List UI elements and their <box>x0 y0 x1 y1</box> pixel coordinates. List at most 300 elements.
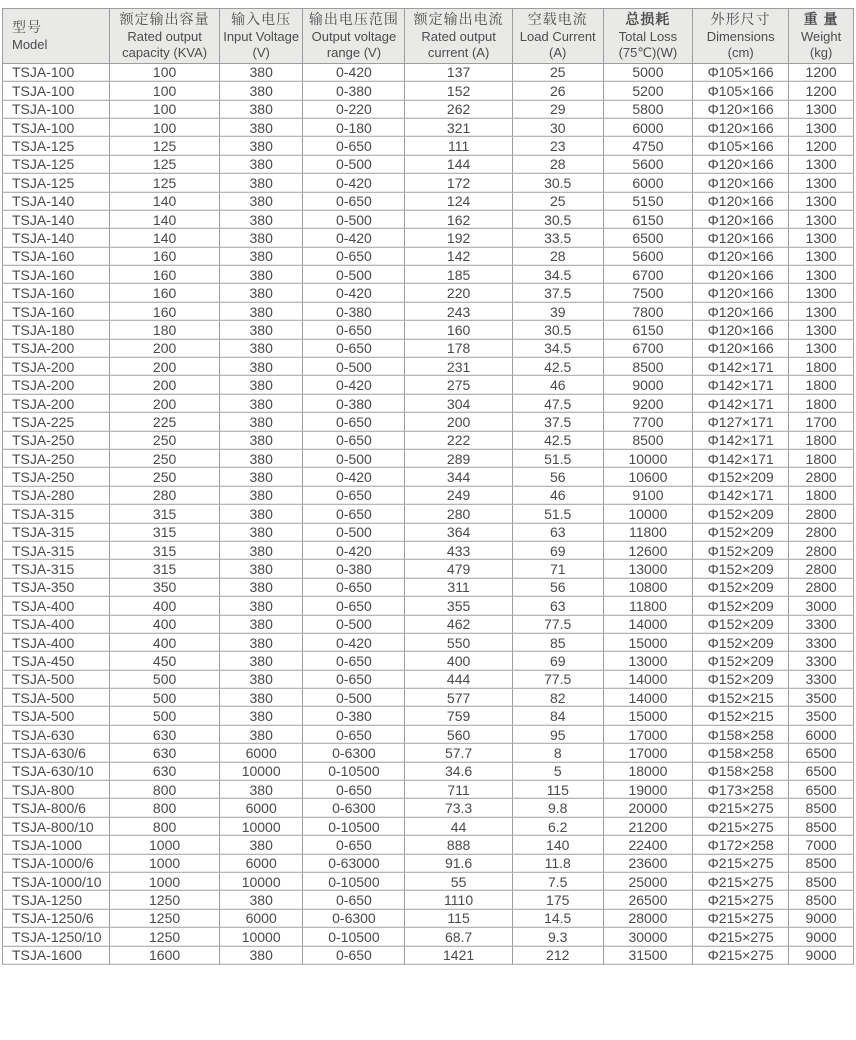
cell-output-voltage-range: 0-420 <box>303 174 405 192</box>
cell-input-voltage: 6000 <box>219 854 302 872</box>
table-row <box>3 872 854 890</box>
cell-input-voltage: 380 <box>219 155 302 173</box>
cell-weight: 1800 <box>789 450 854 468</box>
cell-weight: 3300 <box>789 670 854 688</box>
cell-output-voltage-range: 0-420 <box>303 284 405 302</box>
cell-rated-output-capacity: 800 <box>110 781 220 799</box>
cell-total-loss: 26500 <box>603 891 692 909</box>
cell-model: TSJA-400 <box>3 615 110 633</box>
cell-weight: 3300 <box>789 652 854 670</box>
cell-rated-output-capacity: 1250 <box>110 909 220 927</box>
cell-input-voltage: 10000 <box>219 762 302 780</box>
table-row <box>3 321 854 339</box>
cell-weight: 6500 <box>789 744 854 762</box>
cell-output-voltage-range: 0-500 <box>303 266 405 284</box>
cell-weight: 1300 <box>789 339 854 357</box>
cell-input-voltage: 380 <box>219 615 302 633</box>
column-header-zh: 额定输出容量 <box>119 11 210 27</box>
cell-dimensions: Φ142×171 <box>693 358 789 376</box>
cell-output-voltage-range: 0-500 <box>303 450 405 468</box>
cell-input-voltage: 380 <box>219 82 302 100</box>
cell-rated-output-current: 355 <box>405 597 512 615</box>
table-row <box>3 192 854 210</box>
cell-model: TSJA-280 <box>3 486 110 504</box>
cell-load-current: 25 <box>512 63 603 81</box>
cell-total-loss: 21200 <box>603 817 692 835</box>
cell-total-loss: 6700 <box>603 266 692 284</box>
cell-load-current: 30.5 <box>512 321 603 339</box>
table-row <box>3 891 854 909</box>
cell-rated-output-current: 280 <box>405 505 512 523</box>
table-row <box>3 229 854 247</box>
cell-output-voltage-range: 0-650 <box>303 725 405 743</box>
column-header-zh: 总损耗 <box>625 11 671 27</box>
table-row <box>3 523 854 541</box>
table-row <box>3 744 854 762</box>
cell-load-current: 51.5 <box>512 450 603 468</box>
table-row <box>3 633 854 651</box>
cell-total-loss: 8500 <box>603 358 692 376</box>
table-row <box>3 266 854 284</box>
cell-dimensions: Φ152×209 <box>693 523 789 541</box>
cell-model: TSJA-100 <box>3 82 110 100</box>
table-row <box>3 450 854 468</box>
cell-model: TSJA-140 <box>3 192 110 210</box>
cell-rated-output-capacity: 1600 <box>110 946 220 964</box>
cell-rated-output-capacity: 800 <box>110 817 220 835</box>
cell-weight: 1300 <box>789 100 854 118</box>
cell-output-voltage-range: 0-420 <box>303 541 405 559</box>
cell-rated-output-current: 200 <box>405 413 512 431</box>
table-row <box>3 100 854 118</box>
cell-rated-output-capacity: 180 <box>110 321 220 339</box>
cell-output-voltage-range: 0-500 <box>303 615 405 633</box>
cell-total-loss: 7700 <box>603 413 692 431</box>
cell-load-current: 37.5 <box>512 413 603 431</box>
cell-rated-output-capacity: 500 <box>110 670 220 688</box>
table-row <box>3 781 854 799</box>
table-row <box>3 854 854 872</box>
cell-load-current: 175 <box>512 891 603 909</box>
table-row <box>3 725 854 743</box>
cell-load-current: 63 <box>512 597 603 615</box>
cell-input-voltage: 380 <box>219 486 302 504</box>
cell-rated-output-capacity: 500 <box>110 689 220 707</box>
column-header-en: Dimensions (cm) <box>706 29 775 60</box>
cell-model: TSJA-630 <box>3 725 110 743</box>
cell-rated-output-current: 289 <box>405 450 512 468</box>
cell-rated-output-capacity: 1000 <box>110 836 220 854</box>
cell-model: TSJA-140 <box>3 210 110 228</box>
cell-load-current: 30.5 <box>512 174 603 192</box>
cell-input-voltage: 380 <box>219 836 302 854</box>
cell-weight: 8500 <box>789 872 854 890</box>
cell-rated-output-current: 185 <box>405 266 512 284</box>
column-header-zh: 输出电压范围 <box>308 11 399 27</box>
cell-dimensions: Φ152×209 <box>693 560 789 578</box>
cell-load-current: 37.5 <box>512 284 603 302</box>
cell-model: TSJA-450 <box>3 652 110 670</box>
table-row <box>3 707 854 725</box>
cell-rated-output-current: 192 <box>405 229 512 247</box>
table-row <box>3 946 854 964</box>
cell-output-voltage-range: 0-650 <box>303 431 405 449</box>
cell-weight: 2800 <box>789 523 854 541</box>
cell-model: TSJA-160 <box>3 302 110 320</box>
cell-weight: 3300 <box>789 615 854 633</box>
cell-load-current: 63 <box>512 523 603 541</box>
cell-rated-output-current: 111 <box>405 137 512 155</box>
cell-model: TSJA-200 <box>3 339 110 357</box>
cell-weight: 1300 <box>789 229 854 247</box>
cell-model: TSJA-200 <box>3 394 110 412</box>
cell-load-current: 26 <box>512 82 603 100</box>
cell-load-current: 47.5 <box>512 394 603 412</box>
table-row <box>3 82 854 100</box>
cell-total-loss: 30000 <box>603 928 692 946</box>
cell-rated-output-capacity: 160 <box>110 266 220 284</box>
cell-dimensions: Φ152×215 <box>693 707 789 725</box>
table-row <box>3 394 854 412</box>
cell-input-voltage: 380 <box>219 413 302 431</box>
cell-rated-output-current: 160 <box>405 321 512 339</box>
cell-dimensions: Φ152×209 <box>693 578 789 596</box>
cell-load-current: 8 <box>512 744 603 762</box>
cell-total-loss: 14000 <box>603 615 692 633</box>
table-row <box>3 63 854 81</box>
cell-model: TSJA-630/6 <box>3 744 110 762</box>
cell-load-current: 29 <box>512 100 603 118</box>
cell-model: TSJA-225 <box>3 413 110 431</box>
cell-rated-output-capacity: 500 <box>110 707 220 725</box>
cell-input-voltage: 380 <box>219 174 302 192</box>
cell-total-loss: 8500 <box>603 431 692 449</box>
cell-total-loss: 11800 <box>603 523 692 541</box>
column-header-zh: 输入电压 <box>231 11 292 27</box>
cell-input-voltage: 380 <box>219 946 302 964</box>
cell-weight: 1200 <box>789 137 854 155</box>
cell-total-loss: 13000 <box>603 652 692 670</box>
cell-input-voltage: 6000 <box>219 799 302 817</box>
cell-model: TSJA-1250 <box>3 891 110 909</box>
cell-total-loss: 6150 <box>603 210 692 228</box>
table-row <box>3 817 854 835</box>
cell-rated-output-current: 44 <box>405 817 512 835</box>
cell-total-loss: 5800 <box>603 100 692 118</box>
cell-total-loss: 15000 <box>603 707 692 725</box>
cell-weight: 1800 <box>789 431 854 449</box>
cell-rated-output-current: 550 <box>405 633 512 651</box>
cell-rated-output-current: 577 <box>405 689 512 707</box>
cell-rated-output-capacity: 315 <box>110 505 220 523</box>
cell-model: TSJA-125 <box>3 174 110 192</box>
cell-load-current: 212 <box>512 946 603 964</box>
cell-dimensions: Φ120×166 <box>693 229 789 247</box>
cell-model: TSJA-400 <box>3 597 110 615</box>
cell-input-voltage: 380 <box>219 339 302 357</box>
cell-total-loss: 31500 <box>603 946 692 964</box>
cell-output-voltage-range: 0-380 <box>303 394 405 412</box>
cell-rated-output-current: 344 <box>405 468 512 486</box>
cell-dimensions: Φ158×258 <box>693 744 789 762</box>
column-header-zh: 型号 <box>12 18 42 35</box>
cell-dimensions: Φ158×258 <box>693 725 789 743</box>
cell-load-current: 39 <box>512 302 603 320</box>
cell-rated-output-current: 560 <box>405 725 512 743</box>
cell-input-voltage: 380 <box>219 137 302 155</box>
table-row <box>3 339 854 357</box>
cell-rated-output-capacity: 630 <box>110 762 220 780</box>
table-row <box>3 836 854 854</box>
cell-output-voltage-range: 0-650 <box>303 247 405 265</box>
column-header-en: Input Voltage (V) <box>223 29 300 60</box>
cell-rated-output-capacity: 100 <box>110 63 220 81</box>
cell-weight: 1800 <box>789 376 854 394</box>
cell-total-loss: 17000 <box>603 744 692 762</box>
cell-load-current: 46 <box>512 376 603 394</box>
cell-dimensions: Φ120×166 <box>693 174 789 192</box>
cell-total-loss: 4750 <box>603 137 692 155</box>
cell-dimensions: Φ215×275 <box>693 909 789 927</box>
cell-rated-output-current: 172 <box>405 174 512 192</box>
cell-output-voltage-range: 0-650 <box>303 192 405 210</box>
cell-load-current: 33.5 <box>512 229 603 247</box>
cell-rated-output-current: 222 <box>405 431 512 449</box>
cell-input-voltage: 380 <box>219 468 302 486</box>
cell-model: TSJA-315 <box>3 541 110 559</box>
cell-rated-output-capacity: 140 <box>110 229 220 247</box>
cell-total-loss: 15000 <box>603 633 692 651</box>
cell-output-voltage-range: 0-380 <box>303 560 405 578</box>
cell-input-voltage: 380 <box>219 229 302 247</box>
cell-load-current: 56 <box>512 578 603 596</box>
table-row <box>3 118 854 136</box>
cell-dimensions: Φ215×275 <box>693 799 789 817</box>
cell-rated-output-capacity: 450 <box>110 652 220 670</box>
table-row <box>3 174 854 192</box>
table-row <box>3 597 854 615</box>
cell-load-current: 7.5 <box>512 872 603 890</box>
table-row <box>3 431 854 449</box>
column-header-output-voltage-range <box>303 9 405 64</box>
cell-output-voltage-range: 0-500 <box>303 155 405 173</box>
cell-input-voltage: 380 <box>219 118 302 136</box>
cell-rated-output-current: 462 <box>405 615 512 633</box>
cell-input-voltage: 380 <box>219 725 302 743</box>
cell-dimensions: Φ152×215 <box>693 689 789 707</box>
cell-dimensions: Φ120×166 <box>693 266 789 284</box>
column-header-en: Weight (kg) <box>801 29 842 60</box>
cell-total-loss: 5600 <box>603 247 692 265</box>
cell-weight: 1300 <box>789 284 854 302</box>
cell-input-voltage: 10000 <box>219 817 302 835</box>
cell-weight: 2800 <box>789 505 854 523</box>
cell-output-voltage-range: 0-650 <box>303 339 405 357</box>
table-row <box>3 137 854 155</box>
cell-rated-output-capacity: 125 <box>110 155 220 173</box>
cell-input-voltage: 380 <box>219 210 302 228</box>
cell-output-voltage-range: 0-650 <box>303 578 405 596</box>
cell-total-loss: 12600 <box>603 541 692 559</box>
cell-output-voltage-range: 0-6300 <box>303 909 405 927</box>
cell-rated-output-capacity: 100 <box>110 100 220 118</box>
cell-rated-output-capacity: 1000 <box>110 854 220 872</box>
cell-rated-output-current: 479 <box>405 560 512 578</box>
header-row <box>3 9 854 64</box>
cell-model: TSJA-500 <box>3 707 110 725</box>
cell-dimensions: Φ120×166 <box>693 247 789 265</box>
cell-total-loss: 17000 <box>603 725 692 743</box>
cell-load-current: 46 <box>512 486 603 504</box>
cell-weight: 1300 <box>789 118 854 136</box>
cell-dimensions: Φ120×166 <box>693 155 789 173</box>
cell-model: TSJA-200 <box>3 358 110 376</box>
cell-rated-output-capacity: 250 <box>110 431 220 449</box>
table-row <box>3 762 854 780</box>
column-header-rated-output-current <box>405 9 512 64</box>
cell-rated-output-current: 137 <box>405 63 512 81</box>
cell-rated-output-capacity: 250 <box>110 450 220 468</box>
cell-rated-output-capacity: 400 <box>110 615 220 633</box>
cell-model: TSJA-140 <box>3 229 110 247</box>
cell-total-loss: 19000 <box>603 781 692 799</box>
cell-rated-output-current: 152 <box>405 82 512 100</box>
cell-rated-output-capacity: 315 <box>110 523 220 541</box>
cell-weight: 1300 <box>789 266 854 284</box>
cell-weight: 8500 <box>789 799 854 817</box>
cell-total-loss: 5000 <box>603 63 692 81</box>
cell-weight: 8500 <box>789 891 854 909</box>
cell-total-loss: 6500 <box>603 229 692 247</box>
cell-weight: 3500 <box>789 707 854 725</box>
cell-model: TSJA-1250/6 <box>3 909 110 927</box>
cell-model: TSJA-500 <box>3 689 110 707</box>
cell-rated-output-current: 162 <box>405 210 512 228</box>
cell-model: TSJA-315 <box>3 523 110 541</box>
cell-dimensions: Φ120×166 <box>693 339 789 357</box>
cell-dimensions: Φ215×275 <box>693 928 789 946</box>
table-row <box>3 302 854 320</box>
cell-dimensions: Φ152×209 <box>693 615 789 633</box>
column-header-total-loss <box>603 9 692 64</box>
table-row <box>3 689 854 707</box>
cell-total-loss: 6000 <box>603 174 692 192</box>
cell-dimensions: Φ120×166 <box>693 100 789 118</box>
cell-total-loss: 11800 <box>603 597 692 615</box>
cell-rated-output-capacity: 1000 <box>110 872 220 890</box>
cell-rated-output-current: 115 <box>405 909 512 927</box>
cell-output-voltage-range: 0-500 <box>303 523 405 541</box>
cell-load-current: 115 <box>512 781 603 799</box>
cell-output-voltage-range: 0-650 <box>303 137 405 155</box>
cell-load-current: 9.8 <box>512 799 603 817</box>
cell-dimensions: Φ142×171 <box>693 376 789 394</box>
cell-total-loss: 6700 <box>603 339 692 357</box>
table-row <box>3 615 854 633</box>
cell-output-voltage-range: 0-650 <box>303 891 405 909</box>
cell-rated-output-capacity: 630 <box>110 744 220 762</box>
cell-rated-output-capacity: 200 <box>110 376 220 394</box>
cell-dimensions: Φ215×275 <box>693 872 789 890</box>
cell-dimensions: Φ142×171 <box>693 394 789 412</box>
cell-dimensions: Φ142×171 <box>693 431 789 449</box>
cell-load-current: 30 <box>512 118 603 136</box>
cell-input-voltage: 380 <box>219 100 302 118</box>
cell-load-current: 140 <box>512 836 603 854</box>
table-row <box>3 284 854 302</box>
cell-output-voltage-range: 0-420 <box>303 229 405 247</box>
cell-rated-output-current: 231 <box>405 358 512 376</box>
cell-model: TSJA-250 <box>3 450 110 468</box>
table-row <box>3 928 854 946</box>
cell-rated-output-current: 888 <box>405 836 512 854</box>
cell-rated-output-capacity: 630 <box>110 725 220 743</box>
cell-total-loss: 22400 <box>603 836 692 854</box>
cell-total-loss: 5150 <box>603 192 692 210</box>
cell-output-voltage-range: 0-500 <box>303 210 405 228</box>
cell-rated-output-capacity: 200 <box>110 394 220 412</box>
cell-weight: 1300 <box>789 210 854 228</box>
cell-output-voltage-range: 0-6300 <box>303 799 405 817</box>
cell-input-voltage: 380 <box>219 302 302 320</box>
column-header-weight <box>789 9 854 64</box>
cell-total-loss: 9000 <box>603 376 692 394</box>
cell-input-voltage: 380 <box>219 633 302 651</box>
cell-dimensions: Φ152×209 <box>693 468 789 486</box>
cell-dimensions: Φ152×209 <box>693 541 789 559</box>
cell-input-voltage: 380 <box>219 284 302 302</box>
cell-output-voltage-range: 0-420 <box>303 63 405 81</box>
cell-dimensions: Φ152×209 <box>693 670 789 688</box>
cell-input-voltage: 380 <box>219 321 302 339</box>
cell-rated-output-capacity: 1250 <box>110 891 220 909</box>
cell-rated-output-capacity: 160 <box>110 284 220 302</box>
table-row <box>3 652 854 670</box>
cell-output-voltage-range: 0-63000 <box>303 854 405 872</box>
column-header-zh: 外形尺寸 <box>710 11 771 27</box>
cell-input-voltage: 380 <box>219 450 302 468</box>
cell-total-loss: 25000 <box>603 872 692 890</box>
table-row <box>3 486 854 504</box>
cell-load-current: 85 <box>512 633 603 651</box>
cell-input-voltage: 380 <box>219 578 302 596</box>
cell-rated-output-capacity: 140 <box>110 192 220 210</box>
cell-input-voltage: 10000 <box>219 928 302 946</box>
table-row <box>3 505 854 523</box>
cell-rated-output-current: 433 <box>405 541 512 559</box>
cell-total-loss: 10000 <box>603 450 692 468</box>
cell-output-voltage-range: 0-650 <box>303 505 405 523</box>
cell-rated-output-current: 91.6 <box>405 854 512 872</box>
cell-rated-output-capacity: 280 <box>110 486 220 504</box>
table-row <box>3 155 854 173</box>
cell-model: TSJA-160 <box>3 247 110 265</box>
cell-load-current: 42.5 <box>512 431 603 449</box>
cell-rated-output-current: 364 <box>405 523 512 541</box>
cell-rated-output-capacity: 100 <box>110 82 220 100</box>
table-row <box>3 578 854 596</box>
cell-dimensions: Φ215×275 <box>693 854 789 872</box>
cell-rated-output-current: 68.7 <box>405 928 512 946</box>
cell-rated-output-capacity: 160 <box>110 302 220 320</box>
cell-rated-output-capacity: 350 <box>110 578 220 596</box>
cell-model: TSJA-160 <box>3 266 110 284</box>
cell-weight: 3000 <box>789 597 854 615</box>
cell-model: TSJA-100 <box>3 118 110 136</box>
cell-load-current: 23 <box>512 137 603 155</box>
cell-rated-output-current: 304 <box>405 394 512 412</box>
cell-input-voltage: 10000 <box>219 872 302 890</box>
